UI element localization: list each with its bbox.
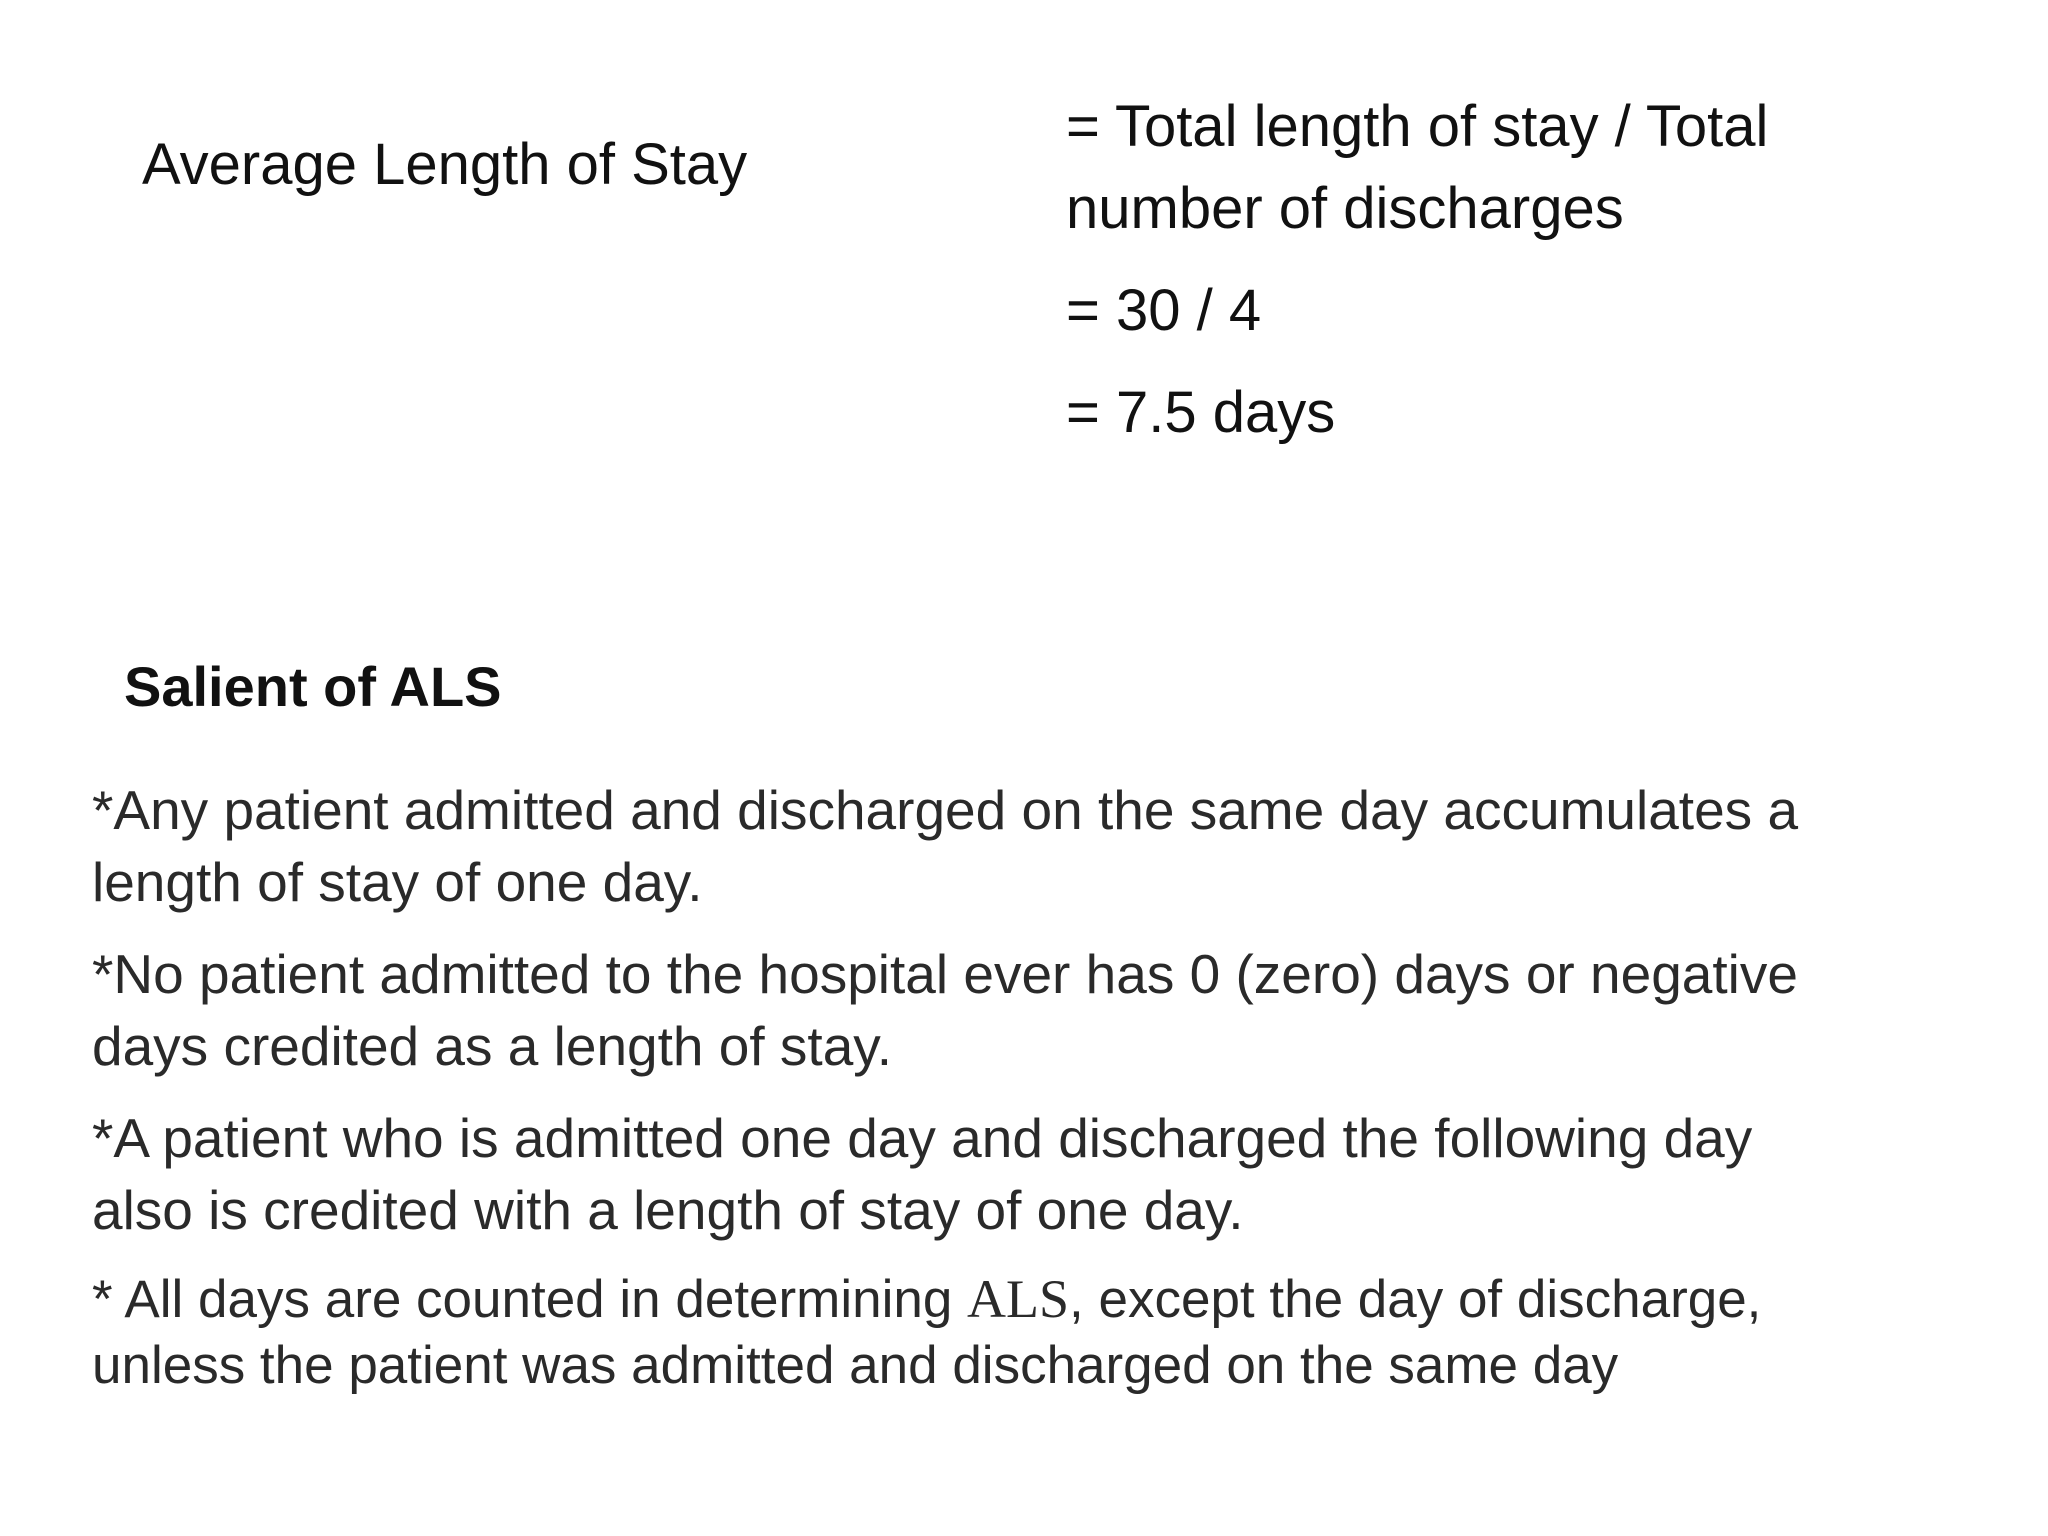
salient-title: Salient of ALS [124,655,502,718]
formula-result: = 7.5 days [1066,380,1336,445]
rule-line: *No patient admitted to the hospital ever has 0 (zero) days or negative [92,943,1798,1005]
rule-text-suffix: , except the day of discharge, [1069,1270,1762,1329]
rule-line [92,1266,2012,1333]
rule-line: *Any patient admitted and discharged on the same day accumulates a [92,779,1799,841]
rule-text-prefix: * All days are counted in determining [92,1270,968,1329]
formula-definition-line-1: = Total length of stay / Total [1066,94,1769,159]
rule-line: *A patient who is admitted one day and discharged the following day [92,1107,1753,1169]
rule-same-day-admission [92,774,2012,918]
als-formula [1066,86,1886,474]
formula-computation: = 30 / 4 [1066,278,1262,343]
rule-discharge-day-excluded [92,1266,2012,1399]
formula-definition-line-2: number of discharges [1066,176,1624,241]
rule-line: unless the patient was admitted and discharged on the same day [92,1336,1619,1395]
rule-line: days credited as a length of stay. [92,1015,892,1077]
rule-no-zero-days [92,938,2012,1082]
average-length-of-stay-label: Average Length of Stay [142,132,748,197]
rule-line: length of stay of one day. [92,851,703,913]
formula-definition [1066,86,1886,250]
rule-line: also is credited with a length of stay of one day. [92,1179,1244,1241]
als-abbreviation: ALS [967,1269,1070,1329]
rule-following-day-discharge [92,1102,2012,1246]
salient-rules-list [92,774,2012,1419]
